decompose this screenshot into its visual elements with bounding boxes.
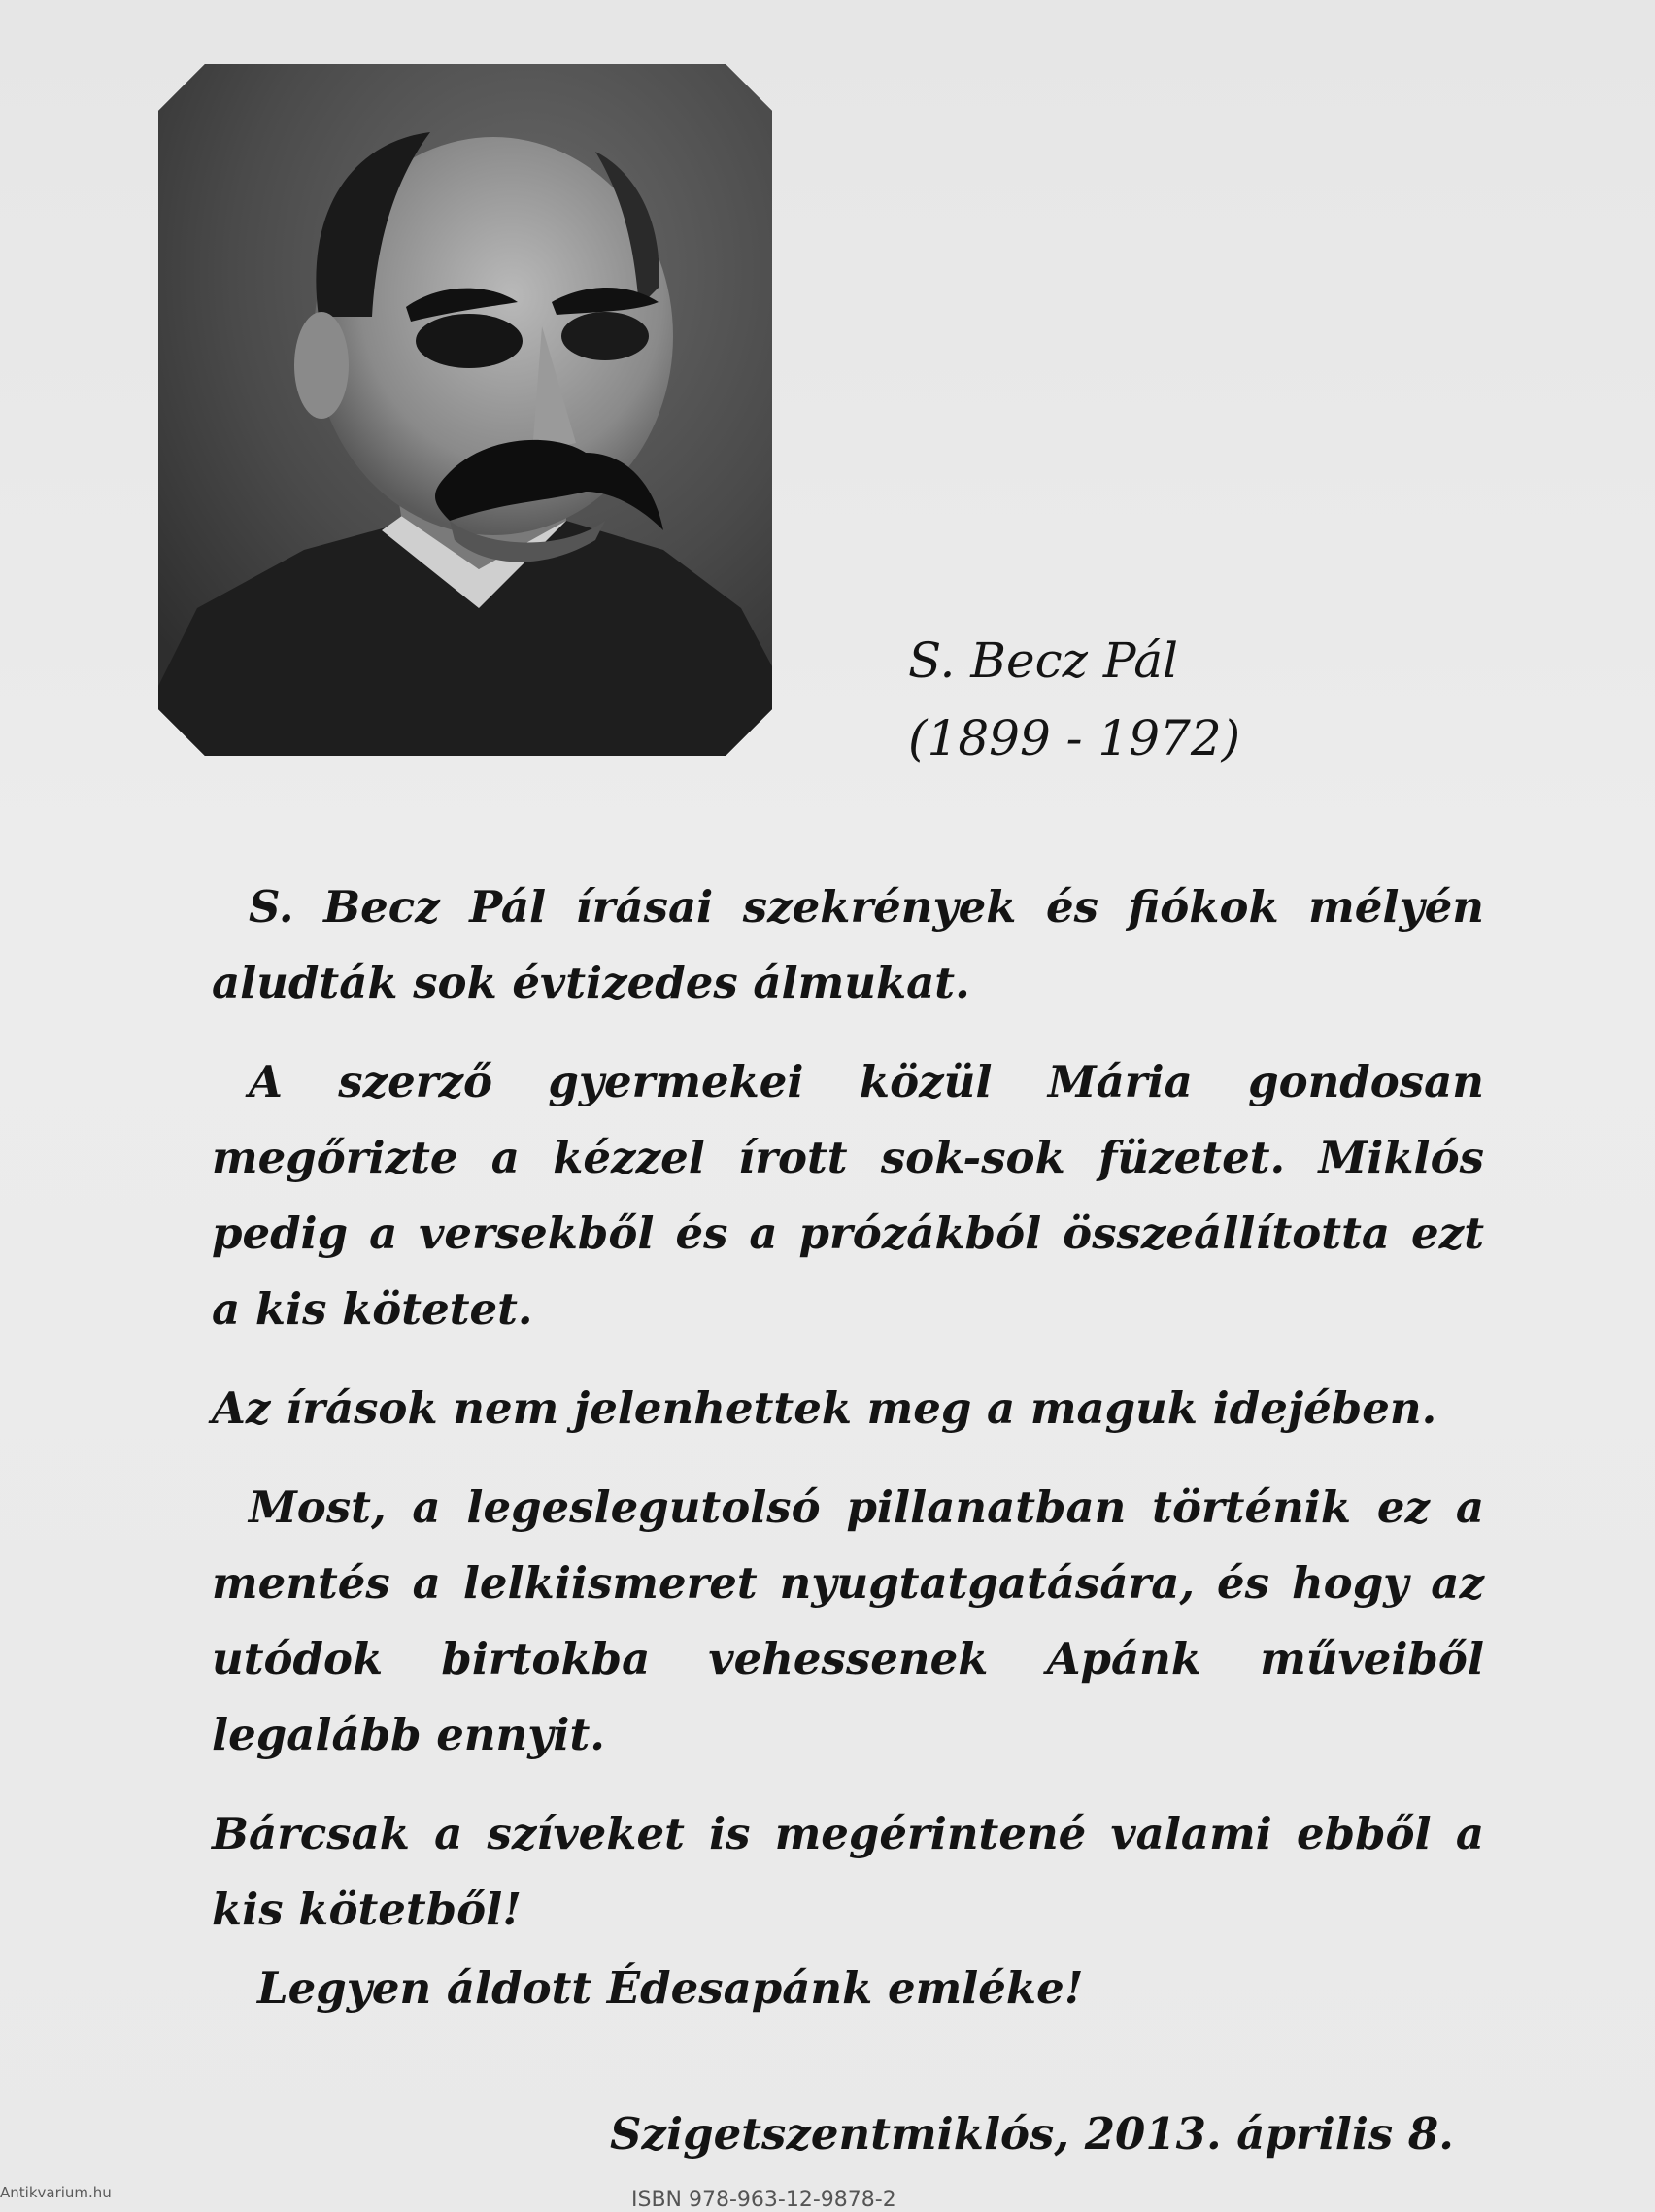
- paragraph: Az írások nem jelenhettek meg a maguk idejében.: [212, 1382, 1437, 1434]
- watermark: Antikvarium.hu: [0, 2184, 112, 2201]
- paragraph: Most, a legeslegutolsó pillanatban történik ez a mentés a lelkiismeret nyugtatgatására, és hogy az utódok birtokba vehessenek Apánk műveiből legalább ennyit.: [212, 1481, 1484, 1760]
- paragraph: Bárcsak a szíveket is megérintené valami ebből a kis kötetből!: [212, 1808, 1484, 1935]
- isbn-label: ISBN 978-963-12-9878-2: [631, 2188, 896, 2212]
- author-name: S. Becz Pál: [908, 632, 1179, 689]
- portrait-image: [158, 64, 772, 756]
- paragraph: S. Becz Pál írásai szekrények és fiókok mélyén aludták sok évtizedes álmukat.: [212, 881, 1484, 1008]
- dedication-text: [212, 869, 1484, 1971]
- author-years: (1899 - 1972): [908, 710, 1241, 766]
- paragraph: A szerző gyermekei közül Mária gondosan megőrizte a kézzel írott sok-sok füzetet. Miklós pedig a versekből és a prózákból összeállította ezt a kis kötetet.: [212, 1056, 1484, 1335]
- closing-line: Legyen áldott Édesapánk emléke!: [257, 1962, 1084, 2014]
- portrait-painting-icon: [158, 64, 772, 756]
- place-date-line: Szigetszentmiklós, 2013. április 8.: [610, 2108, 1454, 2160]
- portrait-caption: [908, 622, 1240, 777]
